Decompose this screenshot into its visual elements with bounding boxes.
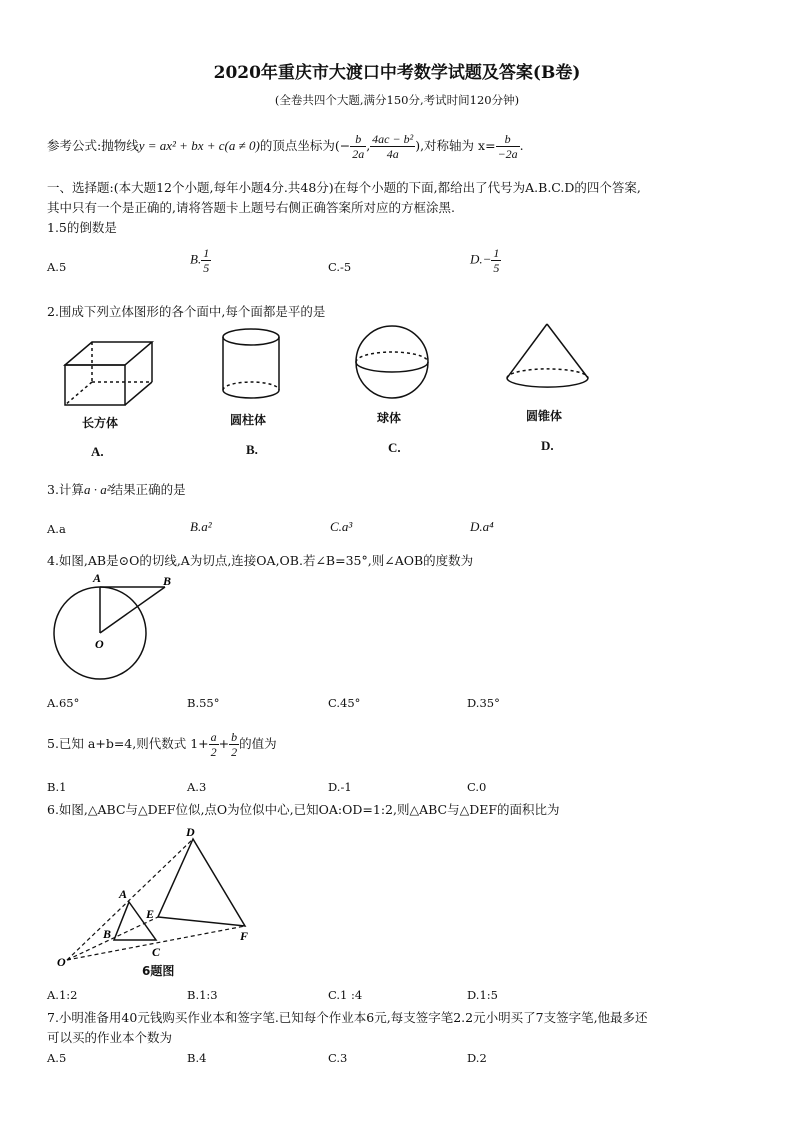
q3-option-b: B.a² bbox=[190, 519, 212, 534]
q4-stem: 4.如图,AB是⊙O的切线,A为切点,连接OA,OB.若∠B=35°,则∠AOB的度数为 bbox=[47, 553, 474, 568]
q6-label-o: O bbox=[57, 955, 66, 969]
q7-option-d: D.2 bbox=[467, 1051, 487, 1065]
q6-label-a: A bbox=[119, 887, 128, 901]
q5-stem-prefix: 5.已知 a+b=4,则代数式 1+ bbox=[47, 736, 209, 751]
vertex-x-den: 2a bbox=[352, 147, 365, 161]
q6-similar-triangles-figure bbox=[50, 822, 270, 982]
q6-stem: 6.如图,△ABC与△DEF位似,点O为位似中心,已知OA:OD=1:2,则△ABC与△DEF的面积比为 bbox=[47, 802, 560, 817]
page-title: 2020年重庆市大渡口中考数学试题及答案(B卷) bbox=[213, 63, 581, 83]
q6-option-d: D.1:5 bbox=[467, 988, 498, 1002]
q6-label-d: D bbox=[186, 825, 195, 839]
q6-label-c: C bbox=[152, 945, 161, 959]
vertex-y-num: 4ac − b² bbox=[372, 132, 414, 146]
section1-intro-line2: 其中只有一个是正确的,请将答题卡上题号右侧正确答案所对应的方框涂黑. bbox=[47, 200, 455, 215]
q5-frac-a bbox=[209, 730, 219, 759]
q1-b-fraction bbox=[201, 246, 211, 275]
q6-option-b: B.1:3 bbox=[187, 988, 218, 1002]
q3-option-c: C.a³ bbox=[330, 519, 353, 534]
q4-label-o: O bbox=[95, 637, 104, 651]
q5-option-3: D.-1 bbox=[328, 780, 352, 794]
q4-tangent-figure bbox=[45, 565, 185, 685]
formula-equation: y = ax² + bx + c(a ≠ 0) bbox=[138, 138, 260, 153]
reference-formula: 参考公式:抛物线y = ax² + bx + c(a ≠ 0)的顶点坐标为(− $\frac{b}{2a}$ , $\frac{\text{4ac − b²}}{4a}$ ),对称轴为 x= $\frac{b}{-2a}$ . bbox=[47, 132, 524, 161]
cuboid-figure bbox=[65, 342, 152, 405]
q6-label-e: E bbox=[146, 907, 155, 921]
exam-subtitle: (全卷共四个大题,满分150分,考试时间120分钟) bbox=[274, 93, 520, 107]
q1-option-b bbox=[190, 246, 211, 275]
sphere-figure bbox=[356, 326, 428, 398]
vertex-y-fraction bbox=[370, 132, 415, 161]
formula-axis-text: ),对称轴为 x= bbox=[415, 138, 496, 153]
q4-option-a: A.65° bbox=[47, 696, 80, 710]
q3-stem-suffix: 结果正确的是 bbox=[110, 482, 186, 497]
vertex-y-den: 4a bbox=[386, 147, 399, 161]
q7-option-b: B.4 bbox=[187, 1051, 207, 1065]
q1-d-den: 5 bbox=[493, 261, 500, 275]
q5-stem-suffix: 的值为 bbox=[239, 736, 277, 751]
q2-letter-c: C. bbox=[388, 440, 401, 455]
q3-stem-prefix: 3.计算 bbox=[47, 482, 84, 497]
q6-figure-caption: 6题图 bbox=[142, 964, 175, 978]
axis-den: −2a bbox=[497, 147, 518, 161]
q4-option-d: D.35° bbox=[467, 696, 500, 710]
q2-name-cylinder: 圆柱体 bbox=[230, 413, 267, 427]
q2-letter-a: A. bbox=[91, 444, 104, 459]
q3-stem bbox=[47, 480, 186, 498]
q6-label-b: B bbox=[103, 927, 112, 941]
q5-frac-a-den: 2 bbox=[210, 745, 217, 759]
q1-option-a: A.5 bbox=[47, 260, 67, 274]
q5-stem bbox=[47, 727, 277, 761]
q1-b-den: 5 bbox=[203, 261, 210, 275]
q1-d-num: 1 bbox=[493, 246, 500, 260]
q7-stem-line1: 7.小明准备用40元钱购买作业本和签字笔.已知每个作业本6元,每支签字笔2.2元小明买了7支签字笔,他最多还 bbox=[47, 1010, 648, 1025]
q3-option-a: A.a bbox=[47, 522, 66, 536]
cone-figure bbox=[507, 324, 588, 387]
q2-solids-figure bbox=[55, 320, 615, 410]
q3-stem-expr: a · a² bbox=[83, 482, 111, 497]
q4-option-c: C.45° bbox=[328, 696, 361, 710]
q4-label-b: B bbox=[163, 574, 172, 588]
q6-label-f: F bbox=[240, 929, 249, 943]
q2-stem: 2.围成下列立体图形的各个面中,每个面都是平的是 bbox=[47, 304, 326, 319]
q2-letter-d: D. bbox=[541, 438, 554, 453]
q1-b-prefix: B. bbox=[190, 251, 202, 267]
q6-option-c: C.1 :4 bbox=[328, 988, 363, 1002]
q2-letter-b: B. bbox=[246, 442, 258, 457]
q4-option-b: B.55° bbox=[187, 696, 220, 710]
formula-prefix: 参考公式:抛物线 bbox=[47, 138, 139, 153]
q5-option-1: B.1 bbox=[47, 780, 67, 794]
q4-label-a: A bbox=[93, 571, 102, 585]
q7-option-a: A.5 bbox=[47, 1051, 67, 1065]
q5-option-4: C.0 bbox=[467, 780, 487, 794]
vertex-x-num: b bbox=[350, 132, 366, 147]
q5-frac-b-den: 2 bbox=[231, 745, 238, 759]
section1-intro-line1: 一、选择题:(本大题12个小题,每年小题4分.共48分)在每个小题的下面,都给出了代号为A.B.C.D的四个答案, bbox=[47, 180, 641, 195]
axis-num: b bbox=[496, 132, 520, 147]
q1-option-c: C.-5 bbox=[328, 260, 352, 274]
cylinder-figure bbox=[223, 329, 279, 398]
q2-name-cone: 圆锥体 bbox=[526, 409, 563, 423]
vertex-x-fraction bbox=[350, 132, 366, 161]
q5-plus: + bbox=[218, 736, 230, 751]
q1-option-d bbox=[470, 246, 501, 275]
q1-d-prefix: D.− bbox=[470, 251, 492, 267]
q2-name-cuboid: 长方体 bbox=[82, 416, 119, 430]
q6-option-a: A.1:2 bbox=[47, 988, 78, 1002]
q5-frac-b-num: b bbox=[231, 730, 238, 744]
q2-name-sphere: 球体 bbox=[377, 411, 402, 425]
q7-stem-line2: 可以买的作业本个数为 bbox=[47, 1030, 173, 1045]
q1-b-num: 1 bbox=[203, 246, 210, 260]
q5-frac-a-num: a bbox=[210, 730, 217, 744]
q5-option-2: A.3 bbox=[187, 780, 207, 794]
axis-fraction bbox=[496, 132, 520, 161]
q7-option-c: C.3 bbox=[328, 1051, 348, 1065]
q3-option-d: D.a⁴ bbox=[470, 519, 494, 534]
q1-d-fraction bbox=[491, 246, 501, 275]
formula-mid: 的顶点坐标为( bbox=[259, 138, 340, 153]
q1-stem: 1.5的倒数是 bbox=[47, 220, 117, 235]
q5-frac-b bbox=[229, 730, 239, 759]
